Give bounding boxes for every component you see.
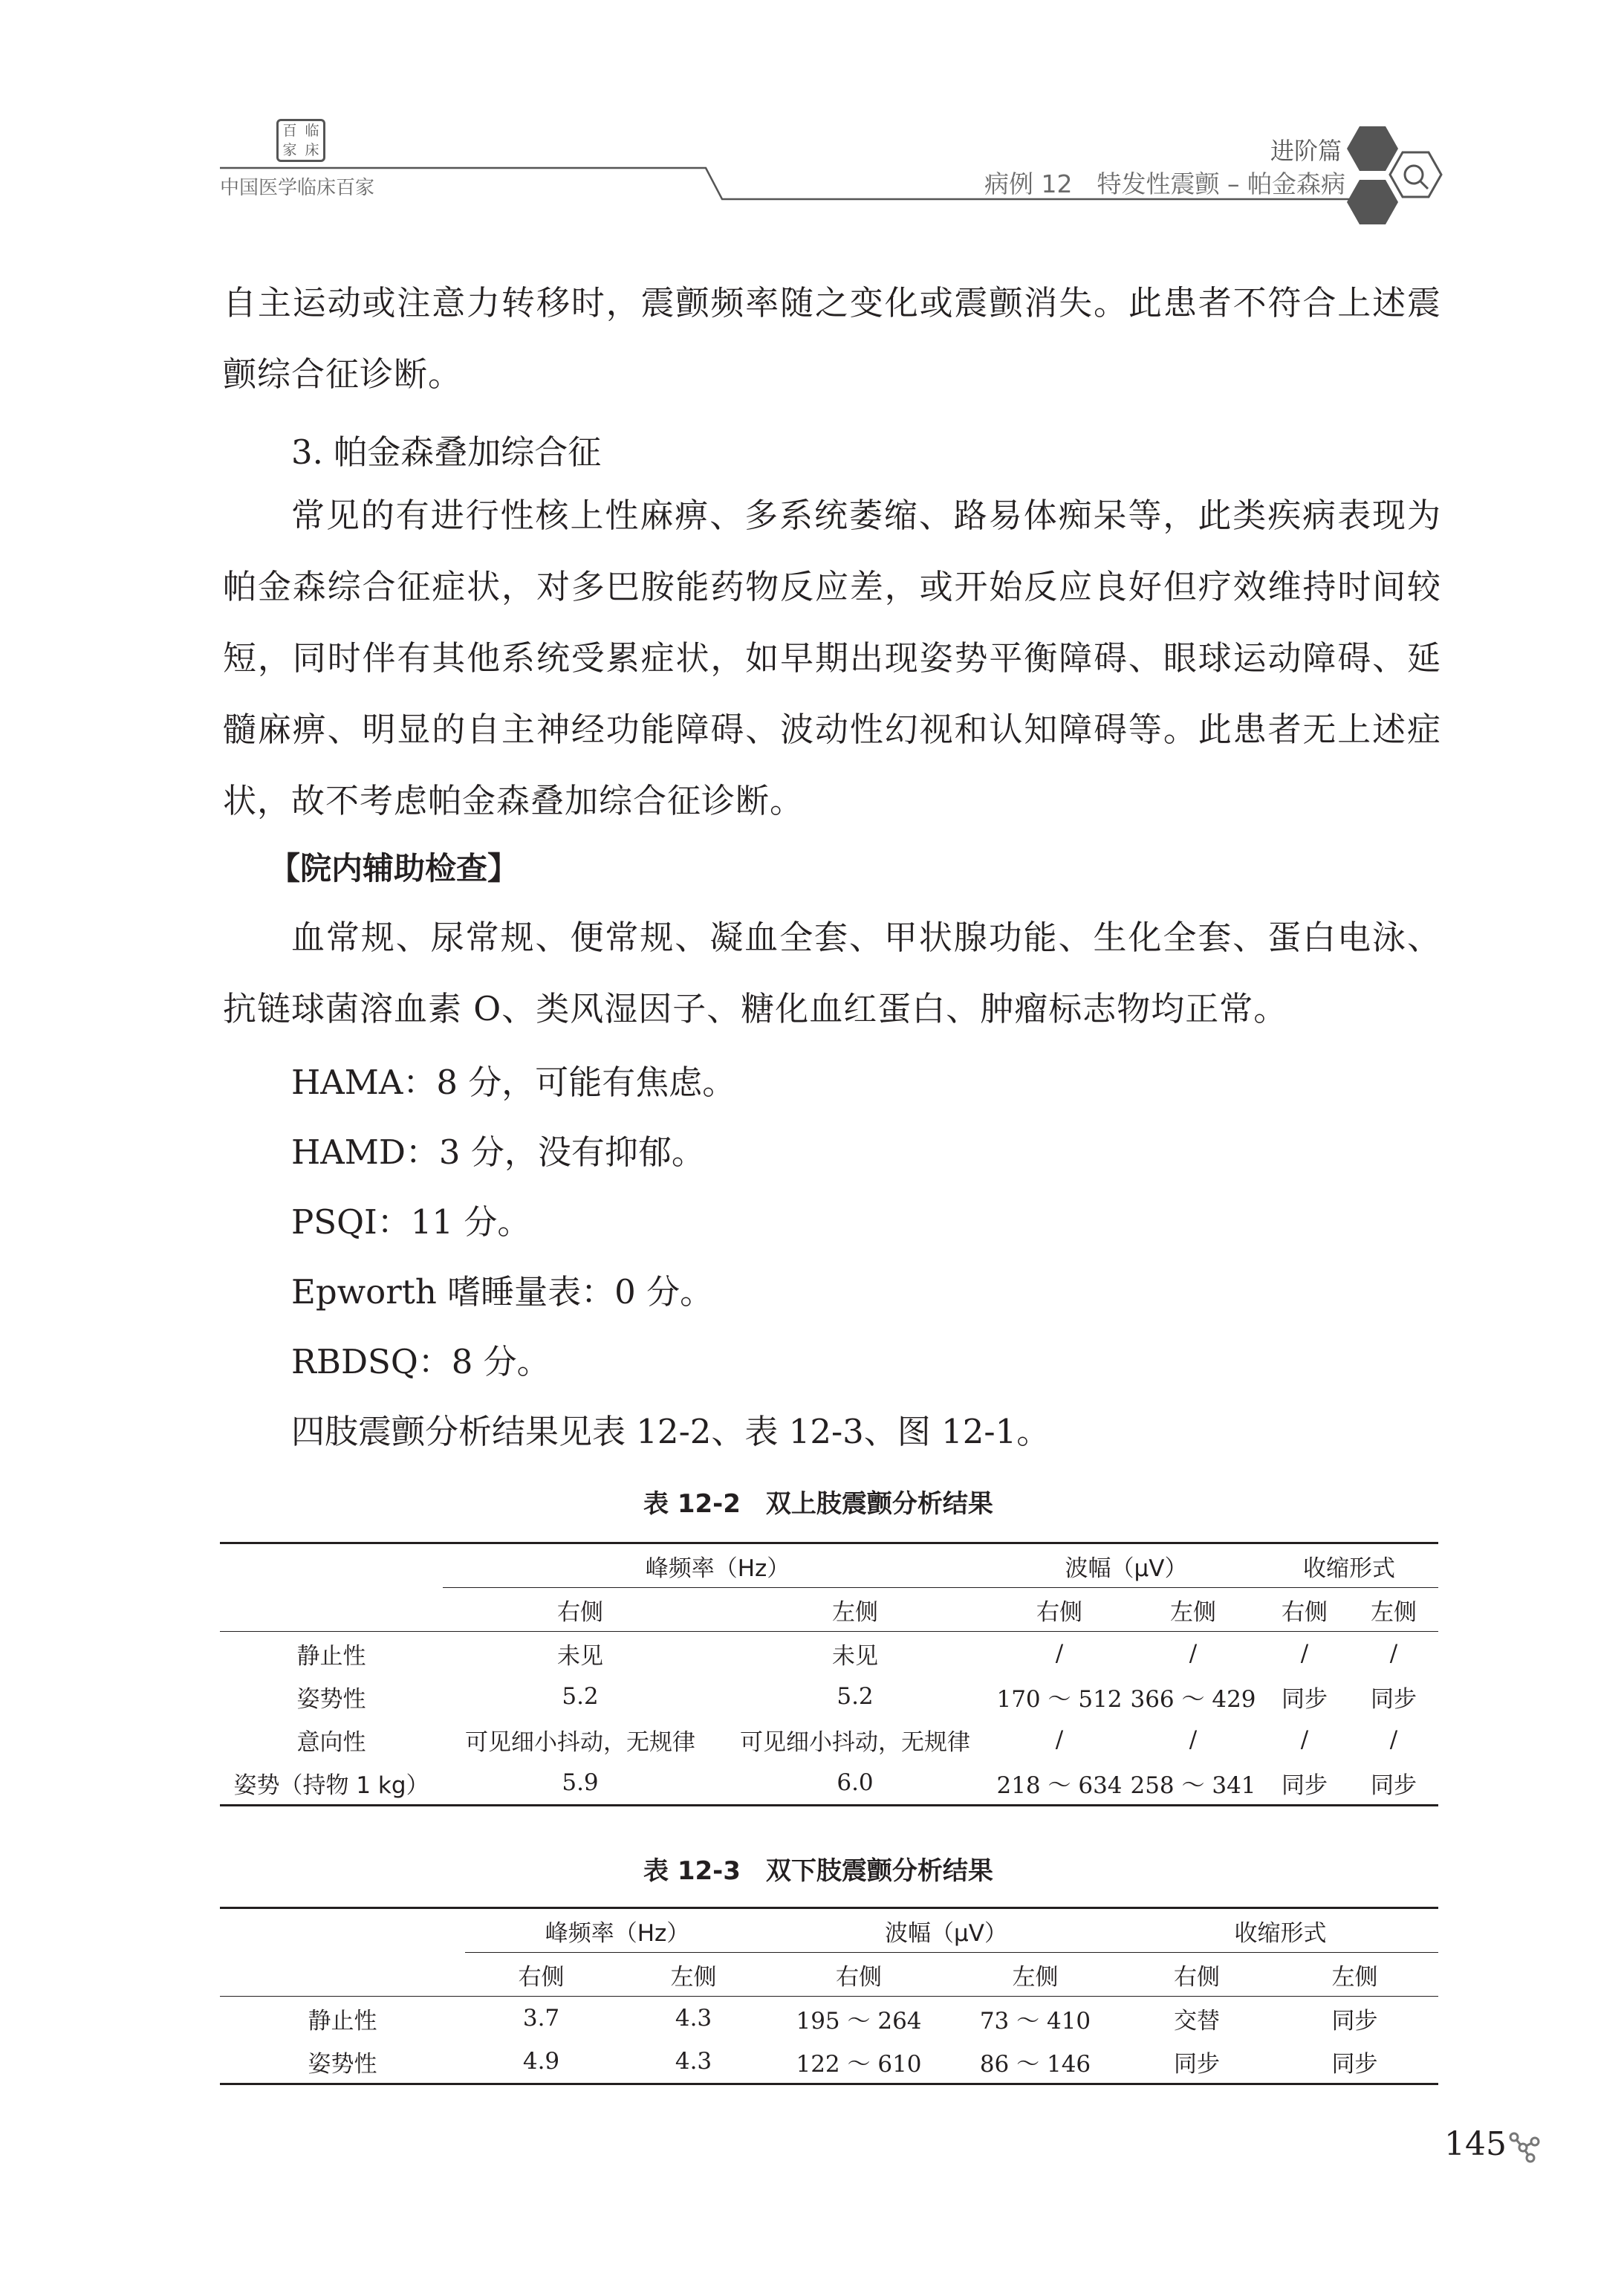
hexagon-icon bbox=[1345, 111, 1456, 230]
header-cell: 右侧 bbox=[993, 1588, 1126, 1632]
table-row bbox=[220, 1997, 1438, 2040]
table-row bbox=[220, 1718, 1438, 1761]
header-cell bbox=[220, 1908, 465, 1953]
header-cell: 右侧 bbox=[770, 1953, 948, 1997]
header-cell: 右侧 bbox=[1123, 1953, 1271, 1997]
table-row bbox=[220, 1632, 1438, 1676]
table-cell: / bbox=[1389, 1726, 1398, 1753]
upper-limb-table bbox=[220, 1542, 1438, 1806]
table-cell: 意向性 bbox=[296, 1728, 366, 1756]
page-number: 145 bbox=[1444, 2125, 1507, 2163]
table-cell: 姿势性 bbox=[220, 2040, 465, 2084]
table-row bbox=[220, 2040, 1438, 2084]
paragraph: 常见的有进行性核上性麻痹、多系统萎缩、路易体痴呆等，此类疾病表现为帕金森综合征症状，对多巴胺能药物反应差，或开始反应良好但疗效维持时间较短，同时伴有其他系统受累症状，如早期出现姿势平衡障碍、眼球运动障碍、延髓麻痹、明显的自主神经功能障碍、波动性幻视和认知障碍等。此患者无上述症状，故不考虑帕金森叠加综合征诊断。 bbox=[223, 496, 1441, 820]
epworth-result: Epworth 嗜睡量表：0 分。 bbox=[291, 1272, 714, 1312]
table-cell: 170 ～ 512 bbox=[996, 1685, 1123, 1713]
table-cell: 静止性 bbox=[296, 1642, 366, 1670]
header-cell bbox=[220, 1543, 443, 1588]
table-cell: / bbox=[1189, 1640, 1198, 1667]
hamd-result: HAMD：3 分，没有抑郁。 bbox=[291, 1132, 705, 1172]
table-cell: 同步 bbox=[1371, 1685, 1417, 1713]
table-cell: 同步 bbox=[1282, 1685, 1328, 1713]
header-cell bbox=[220, 1588, 443, 1632]
header-cell: 左侧 bbox=[948, 1953, 1123, 1997]
header-cell: 左侧 bbox=[718, 1588, 993, 1632]
table-cell: 5.9 bbox=[443, 1761, 718, 1806]
header-cell: 左侧 bbox=[1126, 1588, 1260, 1632]
table-cell: 86 ～ 146 bbox=[948, 2040, 1123, 2084]
table-caption: 表 12-2 双上肢震颤分析结果 bbox=[643, 1489, 993, 1519]
header-cell: 收缩形式 bbox=[1123, 1908, 1438, 1953]
header-cell: 波幅（μV） bbox=[993, 1543, 1260, 1588]
hama-result: HAMA：8 分，可能有焦虑。 bbox=[291, 1063, 736, 1102]
header-cell: 右侧 bbox=[465, 1953, 617, 1997]
table-row bbox=[220, 1675, 1438, 1718]
header-cell: 右侧 bbox=[1260, 1588, 1349, 1632]
table-subheader-row bbox=[220, 1588, 1438, 1632]
table-cell: / bbox=[1300, 1640, 1309, 1667]
table-header-row bbox=[220, 1908, 1438, 1953]
table-cell: / bbox=[1055, 1640, 1064, 1667]
chapter-title: 病例 12 特发性震颤 – 帕金森病 bbox=[984, 169, 1345, 198]
table-cell: 3.7 bbox=[522, 2005, 560, 2032]
table-cell: 静止性 bbox=[308, 2007, 377, 2035]
rbdsq-result: RBDSQ：8 分。 bbox=[291, 1342, 550, 1381]
table-cell: 同步 bbox=[1123, 2040, 1271, 2084]
header-cell: 右侧 bbox=[443, 1588, 718, 1632]
header-cell: 左侧 bbox=[1349, 1588, 1438, 1632]
table-cell: 可见细小抖动，无规律 bbox=[465, 1728, 695, 1756]
table-cell: 5.2 bbox=[562, 1683, 599, 1710]
table-cell: 同步 bbox=[1349, 1761, 1438, 1806]
table-cell: 可见细小抖动，无规律 bbox=[740, 1728, 970, 1756]
table-cell: / bbox=[1300, 1726, 1309, 1753]
paragraph: 自主运动或注意力转移时，震颤频率随之变化或震颤消失。此患者不符合上述震颤综合征诊断。 bbox=[223, 283, 1441, 394]
logo-char: 百 bbox=[282, 123, 297, 139]
table-cell: / bbox=[1055, 1726, 1064, 1753]
table-cell: 258 ～ 341 bbox=[1126, 1761, 1260, 1806]
table-cell: / bbox=[1189, 1726, 1198, 1753]
logo-char: 床 bbox=[305, 142, 319, 158]
paragraph: 血常规、尿常规、便常规、凝血全套、甲状腺功能、生化全套、蛋白电泳、抗链球菌溶血素 O、类风湿因子、糖化血红蛋白、肿瘤标志物均正常。 bbox=[223, 918, 1441, 1028]
table-cell: 交替 bbox=[1174, 2007, 1220, 2035]
lower-limb-table bbox=[220, 1907, 1438, 2085]
header-cell: 左侧 bbox=[1271, 1953, 1438, 1997]
logo-char: 家 bbox=[282, 142, 297, 158]
table-subheader-row bbox=[220, 1953, 1438, 1997]
table-cell: 122 ～ 610 bbox=[770, 2040, 948, 2084]
table-cell: 195 ～ 264 bbox=[796, 2007, 922, 2035]
table-header-row bbox=[220, 1543, 1438, 1588]
table-row bbox=[220, 1761, 1438, 1806]
section-title: 进阶篇 bbox=[1270, 137, 1342, 165]
table-cell: 未见 bbox=[557, 1642, 603, 1670]
header-cell: 左侧 bbox=[617, 1953, 770, 1997]
table-cell: 6.0 bbox=[718, 1761, 993, 1806]
table-cell: 姿势（持物 1 kg） bbox=[220, 1761, 443, 1806]
table-cell: 同步 bbox=[1331, 2007, 1378, 2035]
table-cell: 4.3 bbox=[675, 2005, 712, 2032]
header-cell: 波幅（μV） bbox=[770, 1908, 1123, 1953]
table-cell: 同步 bbox=[1271, 2040, 1438, 2084]
table-cell: 未见 bbox=[832, 1642, 878, 1670]
table-cell: 218 ～ 634 bbox=[993, 1761, 1126, 1806]
header-cell bbox=[220, 1953, 465, 1997]
table-caption: 表 12-3 双下肢震颤分析结果 bbox=[643, 1856, 993, 1886]
logo-char: 临 bbox=[305, 123, 319, 139]
table-cell: 同步 bbox=[1260, 1761, 1349, 1806]
section-heading: 【院内辅助检查】 bbox=[269, 850, 519, 886]
subheading: 3. 帕金森叠加综合征 bbox=[291, 432, 602, 472]
table-cell: 366 ～ 429 bbox=[1130, 1685, 1256, 1713]
header-cell: 收缩形式 bbox=[1260, 1543, 1438, 1588]
table-cell: 73 ～ 410 bbox=[979, 2007, 1091, 2035]
table-cell: 4.3 bbox=[617, 2040, 770, 2084]
table-cell: 4.9 bbox=[465, 2040, 617, 2084]
series-title: 中国医学临床百家 bbox=[220, 177, 375, 199]
header-cell: 峰频率（Hz） bbox=[443, 1543, 993, 1588]
molecule-icon bbox=[1508, 2131, 1541, 2164]
table-cell: 5.2 bbox=[837, 1683, 874, 1710]
psqi-result: PSQI：11 分。 bbox=[291, 1202, 531, 1242]
table-cell: / bbox=[1389, 1640, 1398, 1667]
header-cell: 峰频率（Hz） bbox=[465, 1908, 770, 1953]
summary-text: 四肢震颤分析结果见表 12-2、表 12-3、图 12-1。 bbox=[291, 1412, 1050, 1451]
table-cell: 姿势性 bbox=[296, 1685, 366, 1713]
